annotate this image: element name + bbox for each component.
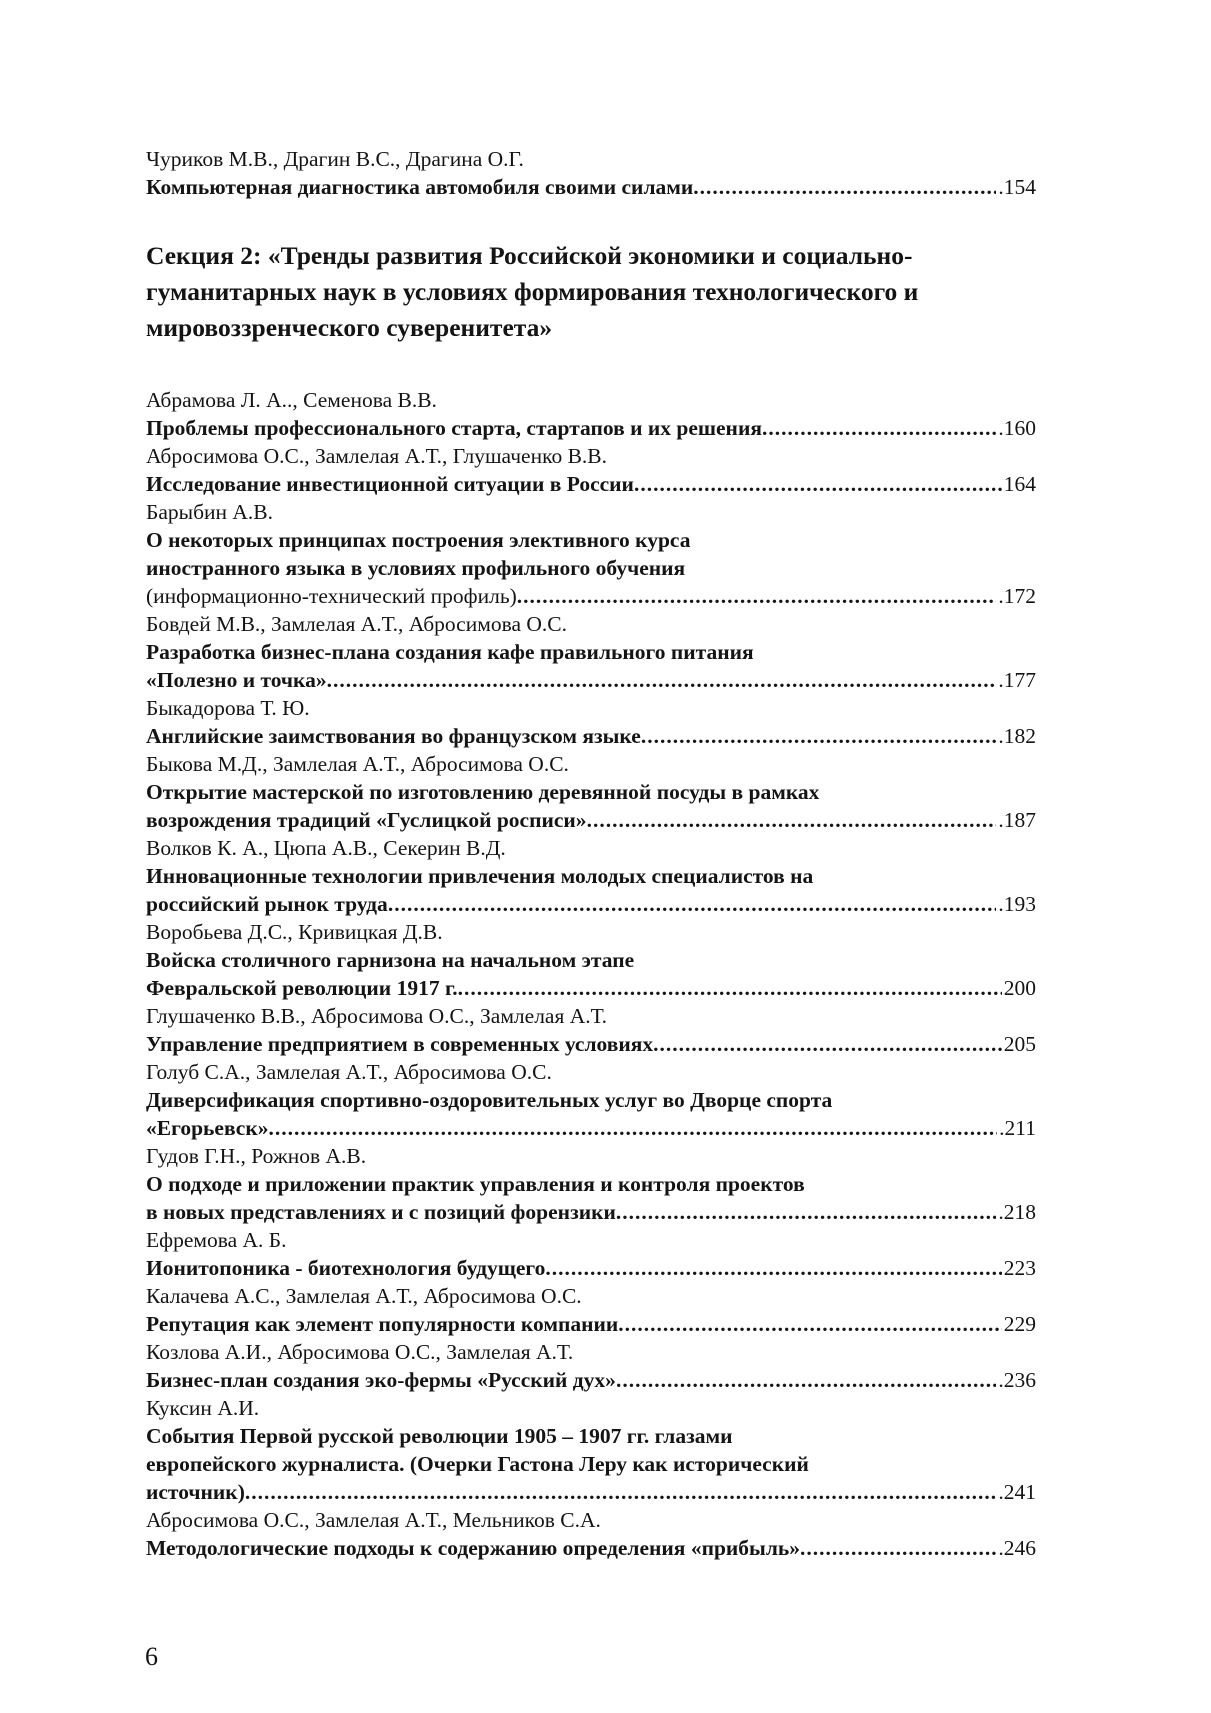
entry-title-text: Бизнес-план создания эко-фермы «Русский дух» <box>146 1368 616 1392</box>
entry-authors: Козлова А.И., Абросимова О.С., Замлелая А.Т. <box>146 1340 574 1364</box>
entry-page-number: 205 <box>1003 1032 1036 1056</box>
entry-page-number: .160 <box>998 416 1036 440</box>
entry-title-line[interactable] <box>146 1534 1036 1562</box>
toc-entry <box>146 750 1036 834</box>
table-of-contents <box>146 386 1036 1562</box>
entry-title-line: иностранного языка в условиях профильного обучения <box>146 556 686 580</box>
entry-title-text: Исследование инвестиционной ситуации в России <box>146 472 634 496</box>
entry-title-line[interactable] <box>146 1198 1036 1226</box>
dot-leader <box>587 806 997 834</box>
entry-authors: Глушаченко В.В., Абросимова О.С., Замлелая А.Т. <box>146 1004 608 1028</box>
toc-top-entry <box>146 145 1036 201</box>
toc-entry <box>146 1226 1036 1282</box>
toc-entry <box>146 1394 1036 1506</box>
entry-title-line[interactable] <box>146 470 1036 498</box>
entry-title-text: Методологические подходы к содержанию определения «прибыль» <box>146 1536 801 1560</box>
entry-title-line[interactable] <box>146 414 1036 442</box>
entry-title-line: Инновационные технологии привлечения молодых специалистов на <box>146 864 814 888</box>
entry-page-number: .187 <box>998 808 1036 832</box>
toc-entry <box>146 498 1036 610</box>
entry-authors: Абросимова О.С., Замлелая А.Т., Глушаченко В.В. <box>146 444 608 468</box>
toc-entry <box>146 1282 1036 1338</box>
entry-authors: Быкова М.Д., Замлелая А.Т., Абросимова О.С. <box>146 752 569 776</box>
entry-authors: Калачева А.С., Замлелая А.Т., Абросимова О.С. <box>146 1284 582 1308</box>
dot-leader <box>800 1534 996 1562</box>
entry-title-text: Проблемы профессионального старта, стартапов и их решения <box>146 416 762 440</box>
entry-title-line[interactable] <box>146 806 1036 834</box>
entry-authors: Волков К. А., Цюпа А.В., Секерин В.Д. <box>146 836 506 860</box>
entry-page-number: .154 <box>998 175 1036 199</box>
entry-title-text: Управление предприятием в современных условиях <box>146 1032 654 1056</box>
entry-title-text: Репутация как элемент популярности компании <box>146 1312 619 1336</box>
toc-entry <box>146 1338 1036 1394</box>
entry-title-line: Разработка бизнес-плана создания кафе правильного питания <box>146 640 754 664</box>
entry-title-text: Февральской революции 1917 г. <box>146 976 458 1000</box>
entry-title-line[interactable] <box>146 1114 1036 1142</box>
dot-leader <box>616 1198 997 1226</box>
entry-title-text: (информационно-технический профиль) <box>146 584 517 608</box>
dot-leader <box>327 666 997 694</box>
toc-entry <box>146 1142 1036 1226</box>
entry-page-number: 229 <box>1003 1312 1036 1336</box>
entry-title-line: европейского журналиста. (Очерки Гастона Леру как исторический <box>146 1452 809 1476</box>
entry-title-line: События Первой русской революции 1905 – 1907 гг. глазами <box>146 1424 733 1448</box>
toc-entry <box>146 610 1036 694</box>
entry-page-number: .177 <box>998 668 1036 692</box>
entry-title-line: Открытие мастерской по изготовлению деревянной посуды в рамках <box>146 780 820 804</box>
entry-page-number: 200 <box>1003 976 1036 1000</box>
entry-page-number: .211 <box>999 1116 1036 1140</box>
entry-title-line[interactable] <box>146 890 1036 918</box>
dot-leader <box>634 470 1002 498</box>
entry-page-number: 223 <box>1003 1256 1036 1280</box>
toc-entry <box>146 386 1036 442</box>
dot-leader <box>269 1114 998 1142</box>
dot-leader <box>618 1310 1001 1338</box>
entry-title-text: «Егорьевск» <box>146 1116 269 1140</box>
entry-page-number: .218 <box>998 1200 1036 1224</box>
entry-title-text: российский рынок труда <box>146 892 388 916</box>
section-heading: Секция 2: «Тренды развития Российской экономики и социально-гуманитарных наук в условиях формирования технологического и мировоззренческого суверенитета» <box>146 241 919 342</box>
toc-entry <box>146 442 1036 498</box>
dot-leader <box>545 1254 1001 1282</box>
toc-entry <box>146 834 1036 918</box>
dot-leader <box>458 974 1002 1002</box>
dot-leader <box>245 1478 997 1506</box>
toc-entry <box>146 1506 1036 1562</box>
dot-leader <box>388 890 997 918</box>
entry-authors: Ефремова А. Б. <box>146 1228 287 1252</box>
entry-title-text: «Полезно и точка» <box>146 668 327 692</box>
toc-entry <box>146 918 1036 1002</box>
entry-authors: Куксин А.И. <box>146 1396 260 1420</box>
entry-authors: Гудов Г.Н., Рожнов А.В. <box>146 1144 367 1168</box>
entry-page-number: 164 <box>1003 472 1036 496</box>
dot-leader <box>641 722 997 750</box>
entry-authors: Голуб С.А., Замлелая А.Т., Абросимова О.С. <box>146 1060 552 1084</box>
entry-page-number: .182 <box>998 724 1036 748</box>
entry-authors: Барыбин А.В. <box>146 500 274 524</box>
entry-title-line[interactable] <box>146 1254 1036 1282</box>
entry-title-text: возрождения традиций «Гуслицкой росписи» <box>146 808 587 832</box>
toc-entry <box>146 1058 1036 1142</box>
entry-title-text: Английские заимствования во французском языке <box>146 724 641 748</box>
entry-title-line[interactable] <box>146 1030 1036 1058</box>
entry-authors: Воробьева Д.С., Кривицкая Д.В. <box>146 920 443 944</box>
entry-title-line[interactable] <box>146 722 1036 750</box>
entry-page-number: .236 <box>998 1368 1036 1392</box>
dot-leader <box>616 1366 996 1394</box>
dot-leader <box>517 582 997 610</box>
dot-leader <box>653 1030 1002 1058</box>
page-number: 6 <box>145 1642 158 1671</box>
entry-authors: Абросимова О.С., Замлелая А.Т., Мельников С.А. <box>146 1508 601 1532</box>
entry-title-line[interactable] <box>146 974 1036 1002</box>
entry-title-text: в новых представлениях и с позиций форензики <box>146 1200 616 1224</box>
entry-title-line[interactable] <box>146 1478 1036 1506</box>
entry-title-line[interactable] <box>146 1310 1036 1338</box>
entry-authors: Бовдей М.В., Замлелая А.Т., Абросимова О.С. <box>146 612 567 636</box>
entry-title-line: О некоторых принципах построения элективного курса <box>146 528 691 552</box>
entry-authors: Быкадорова Т. Ю. <box>146 696 310 720</box>
entry-authors: Чуриков М.В., Драгин В.С., Драгина О.Г. <box>146 147 524 171</box>
dot-leader <box>762 414 996 442</box>
toc-entry <box>146 1002 1036 1058</box>
toc-entry <box>146 694 1036 750</box>
entry-page-number: .193 <box>998 892 1036 916</box>
entry-authors: Абрамова Л. А.., Семенова В.В. <box>146 388 437 412</box>
entry-title-line[interactable] <box>146 666 1036 694</box>
entry-title-line: Диверсификация спортивно-оздоровительных услуг во Дворце спорта <box>146 1088 833 1112</box>
entry-title-line[interactable] <box>146 1366 1036 1394</box>
entry-title-line: О подходе и приложении практик управления и контроля проектов <box>146 1172 805 1196</box>
entry-title-text: Ионитопоника - биотехнология будущего <box>146 1256 546 1280</box>
dot-leader <box>693 173 996 201</box>
entry-title-line: Войска столичного гарнизона на начальном этапе <box>146 948 635 972</box>
entry-title-text: Компьютерная диагностика автомобиля своими силами <box>146 175 694 199</box>
entry-page-number: .246 <box>998 1536 1036 1560</box>
entry-title-text: источник) <box>146 1480 245 1504</box>
entry-page-number: .241 <box>998 1480 1036 1504</box>
entry-page-number: .172 <box>998 584 1036 608</box>
entry-title-line[interactable] <box>146 173 1036 201</box>
entry-title-line[interactable] <box>146 582 1036 610</box>
